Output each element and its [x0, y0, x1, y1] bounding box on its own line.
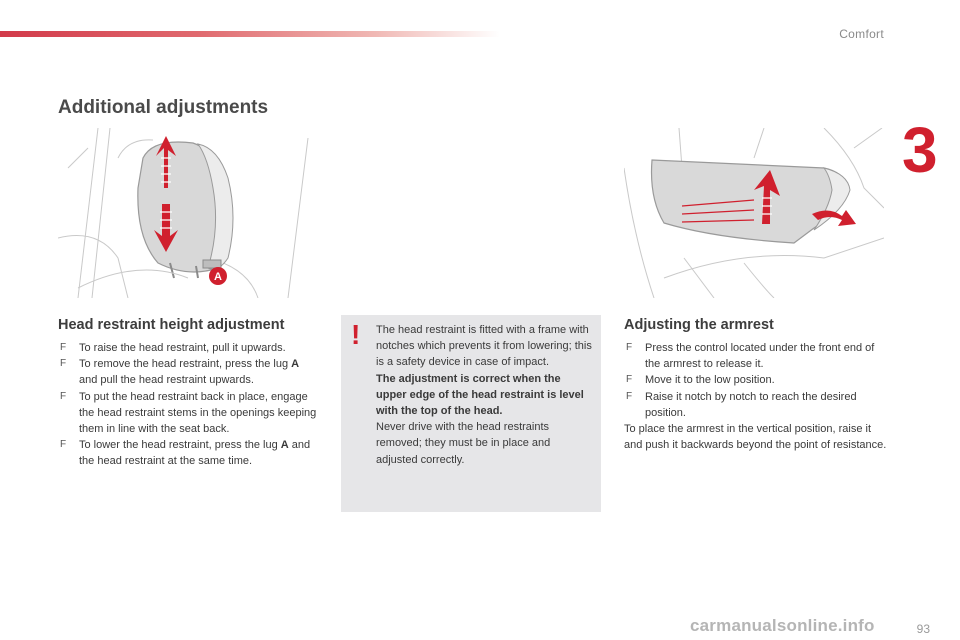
step-text: To remove the head restraint, press the lug: [79, 358, 292, 371]
warning-emphasis: The adjustment is correct when the upper edge of the head restraint is level with the top of the head.: [376, 372, 584, 418]
step-text: Press the control located under the front end of the armrest to release it.: [645, 342, 875, 371]
warning-outro: Never drive with the head restraints removed; they must be in place and adjusted correctly.: [376, 421, 551, 466]
bullet-mark: F: [626, 374, 633, 386]
step-text: To raise the head restraint, pull it upwards.: [79, 342, 286, 354]
bullet-mark: F: [60, 390, 67, 402]
head-restraint-illustration: [58, 128, 310, 298]
list-item: [624, 340, 886, 372]
lug-label: A: [280, 439, 289, 452]
chapter-number: 3: [902, 114, 938, 186]
head-restraint-title: Head restraint height adjustment: [58, 317, 285, 333]
list-item: [58, 389, 320, 438]
step-text: and the head restraint at the same time.: [79, 439, 311, 468]
bullet-mark: F: [60, 358, 67, 370]
warning-icon: !: [351, 319, 361, 350]
armrest-drawing: [624, 128, 884, 298]
head-restraint-steps: [58, 340, 320, 470]
header-accent-bar: [0, 31, 500, 37]
callout-a-label: A: [214, 271, 222, 283]
list-item: [624, 372, 886, 388]
list-item: [58, 356, 320, 388]
armrest-steps: [624, 340, 886, 421]
bullet-mark: F: [626, 390, 633, 402]
section-label: Comfort: [839, 27, 884, 41]
step-text: To lower the head restraint, press the lug: [79, 439, 281, 452]
armrest-illustration: [624, 128, 884, 298]
list-item: [58, 340, 320, 356]
bullet-mark: F: [626, 342, 633, 353]
armrest-vertical-note: To place the armrest in the vertical position, raise it and push it backwards beyond the point of resistance.: [624, 423, 887, 452]
armrest-shape: [652, 160, 849, 243]
watermark: carmanualsonline.info: [690, 616, 875, 635]
head-restraint-drawing: [58, 128, 310, 298]
warning-intro: The head restraint is fitted with a frame with notches which prevents it from lowering; this is a safety device in case of impact.: [376, 324, 592, 369]
safety-warning-box: [341, 315, 601, 512]
bullet-mark: F: [60, 342, 67, 353]
page-number: 93: [916, 622, 930, 636]
warning-text: [376, 322, 594, 468]
lug-label: A: [291, 358, 300, 371]
armrest-title: Adjusting the armrest: [624, 317, 774, 333]
step-text: and pull the head restraint upwards.: [79, 374, 254, 387]
step-text: To put the head restraint back in place, engage the head restraint stems in the openings keeping them in line with the seat back.: [79, 390, 317, 436]
list-item: [624, 389, 886, 421]
page-title: Additional adjustments: [58, 97, 269, 118]
bullet-mark: F: [60, 439, 67, 451]
step-text: Raise it notch by notch to reach the desired position.: [645, 390, 857, 419]
step-text: Move it to the low position.: [645, 374, 775, 387]
list-item: [58, 437, 320, 469]
